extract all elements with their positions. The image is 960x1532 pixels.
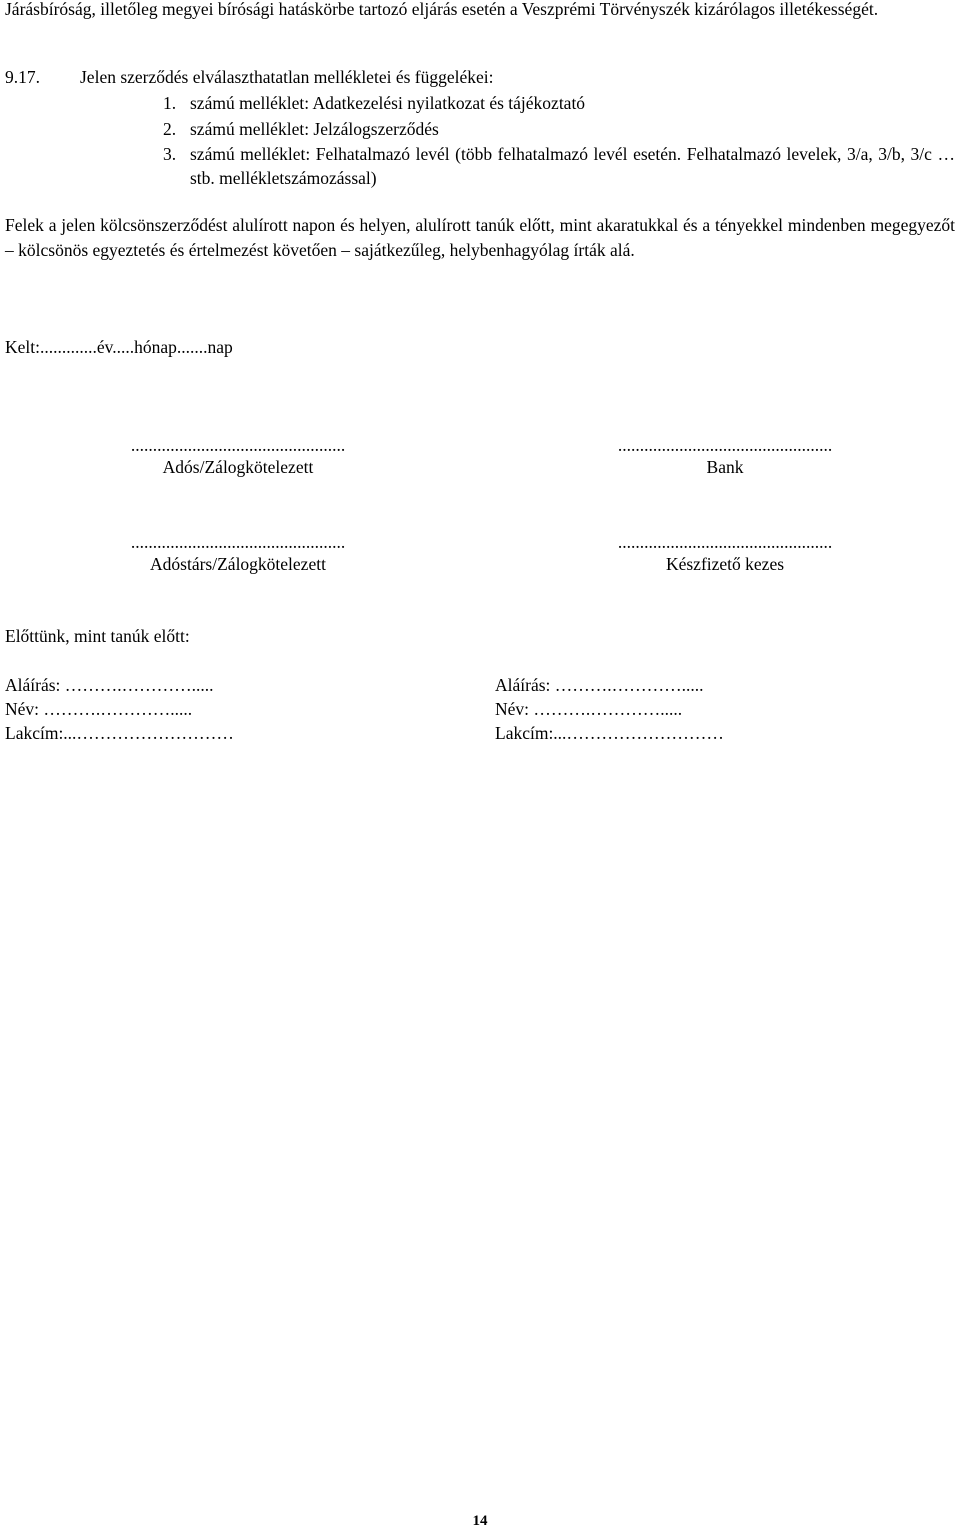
- signature-label-co-debtor: Adóstárs/Zálogkötelezett: [150, 554, 326, 574]
- signature-line-co-debtor: .................................................: [130, 532, 346, 552]
- witness-left-signature: Aláírás: ……….………….....: [5, 675, 214, 695]
- annex-item-number: 1.: [163, 93, 177, 113]
- section-heading: Jelen szerződés elválaszthatatlan mellékletei és függelékei:: [80, 67, 494, 87]
- witness-left-address: Lakcím:...………………………: [5, 723, 234, 743]
- annex-item-text: számú melléklet: Adatkezelési nyilatkozat és tájékoztató: [190, 93, 586, 113]
- annex-item-text: számú melléklet: Jelzálogszerződés: [190, 119, 439, 139]
- page-number: 14: [472, 1513, 488, 1529]
- closing-paragraph: Felek a jelen kölcsönszerződést alulírott napon és helyen, alulírott tanúk előtt, mint akaratukkal és a tényekkel mindenben megegyezőt – kölcsönös egyeztetés és értelmezést követően – sajátkezűleg, helybenhagyólag írták alá.: [5, 215, 955, 260]
- annex-item-text: számú melléklet: Felhatalmazó levél (több felhatalmazó levél esetén. Felhatalmazó levelek, 3/a, 3/b, 3/c …stb. mellékletszámozással): [190, 144, 955, 188]
- annex-item-number: 3.: [163, 144, 177, 164]
- signature-line-guarantor: .................................................: [617, 532, 833, 552]
- section-number: 9.17.: [5, 67, 40, 87]
- signature-label-bank: Bank: [706, 457, 744, 477]
- witness-right-address: Lakcím:...………………………: [495, 723, 724, 743]
- witness-left-name: Név: ……….………….....: [5, 699, 193, 719]
- signature-line-debtor: .................................................: [130, 435, 346, 455]
- signature-label-guarantor: Készfizető kezes: [665, 554, 785, 574]
- signature-line-bank: .................................................: [617, 435, 833, 455]
- signature-label-debtor: Adós/Zálogkötelezett: [162, 457, 314, 477]
- intro-paragraph: Járásbíróság, illetőleg megyei bírósági hatáskörbe tartozó eljárás esetén a Veszprémi Törvényszék kizárólagos illetékességét.: [5, 0, 879, 19]
- witnesses-heading: Előttünk, mint tanúk előtt:: [5, 626, 190, 646]
- witness-right-signature: Aláírás: ……….………….....: [495, 675, 704, 695]
- annex-item-number: 2.: [163, 119, 177, 139]
- witness-right-name: Név: ……….………….....: [495, 699, 683, 719]
- date-line: Kelt:.............év.....hónap.......nap: [5, 337, 233, 357]
